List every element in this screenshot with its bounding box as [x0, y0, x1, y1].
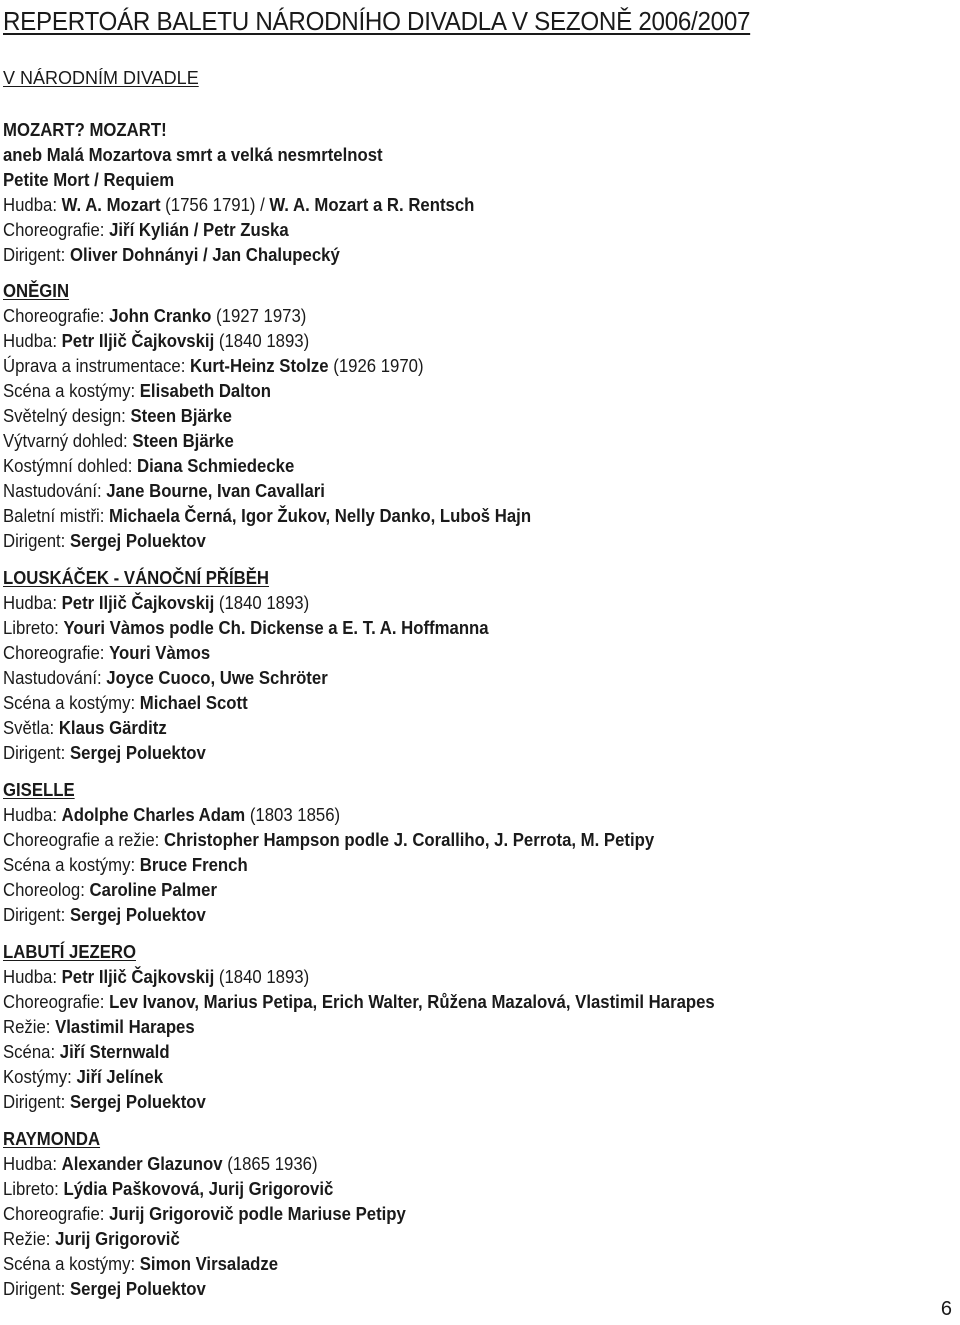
credit-value: Petr Iljič Čajkovskij [61, 967, 215, 987]
credit-value: Bruce French [139, 855, 248, 875]
credit-label: Choreolog: [3, 880, 90, 900]
credit-label: Dirigent: [3, 245, 70, 265]
credit-dates: (1927 1973) [211, 306, 307, 326]
credit-label: Hudba: [3, 331, 62, 351]
louskacek-credit-line [3, 666, 328, 691]
credit-label: Dirigent: [3, 905, 70, 925]
labuti-credit-line [3, 1040, 170, 1065]
credit-label: Režie: [3, 1017, 56, 1037]
credit-value: Jurij Grigorovič podle Mariuse Petipy [109, 1204, 406, 1224]
credit-label: Dirigent: [3, 1279, 70, 1299]
raymonda-credit-line [3, 1277, 206, 1302]
mozart-choreography [3, 218, 289, 243]
credit-value: Jiří Sternwald [59, 1042, 170, 1062]
credit-value: Klaus Gärditz [58, 718, 167, 738]
labuti-credit-line [3, 1090, 206, 1115]
onegin-credit-line [3, 404, 232, 429]
credit-value: Simon Virsaladze [139, 1254, 279, 1274]
louskacek-credit-line [3, 716, 167, 741]
mozart-title: MOZART? MOZART! [3, 120, 167, 140]
credit-label: Světelný design: [3, 406, 131, 426]
raymonda-credit-line [3, 1202, 406, 1227]
raymonda-credit-line [3, 1152, 318, 1177]
credit-label: Scéna a kostýmy: [3, 855, 140, 875]
credit-value: W. A. Mozart a R. Rentsch [269, 195, 475, 215]
onegin-credit-line [3, 504, 531, 529]
credit-label: Dirigent: [3, 1092, 70, 1112]
credit-value: Jiří Jelínek [76, 1067, 164, 1087]
page-title: REPERTOÁR BALETU NÁRODNÍHO DIVADLA V SEZONĚ 2006/2007 [3, 6, 751, 36]
credit-value: John Cranko [109, 306, 212, 326]
louskacek-credit-line [3, 691, 248, 716]
credit-value: Petr Iljič Čajkovskij [61, 331, 215, 351]
credit-value: Jurij Grigorovič [55, 1229, 180, 1249]
credit-label: Světla: [3, 718, 59, 738]
credit-value: Sergej Poluektov [69, 905, 206, 925]
credit-value: Christopher Hampson podle J. Coralliho, J. Perrota, M. Petipy [163, 830, 655, 850]
credit-label: Režie: [3, 1229, 56, 1249]
credit-value: Steen Bjärke [130, 406, 232, 426]
credit-value: Michaela Černá, Igor Žukov, Nelly Danko, Luboš Hajn [109, 506, 532, 526]
credit-value: Elisabeth Dalton [139, 381, 271, 401]
labuti-credit-line [3, 965, 309, 990]
credit-label: Hudba: [3, 1154, 62, 1174]
louskacek-title: LOUSKÁČEK - VÁNOČNÍ PŘÍBĚH [3, 568, 269, 588]
giselle-credit-line [3, 878, 217, 903]
credit-label: Choreografie: [3, 992, 110, 1012]
credit-value: Oliver Dohnányi / Jan Chalupecký [69, 245, 340, 265]
onegin-credit-line [3, 354, 424, 379]
credit-value: Lýdia Paškovová, Jurij Grigorovič [63, 1179, 334, 1199]
credit-label: Choreografie: [3, 306, 110, 326]
credit-value: Michael Scott [139, 693, 248, 713]
credit-label: Dirigent: [3, 531, 70, 551]
credit-value: Adolphe Charles Adam [61, 805, 246, 825]
louskacek-credit-line [3, 591, 309, 616]
mozart-conductor [3, 243, 340, 268]
onegin-credit-line [3, 329, 309, 354]
labuti-credit-line [3, 990, 715, 1015]
credit-label: Hudba: [3, 195, 62, 215]
credit-label: Choreografie: [3, 643, 110, 663]
credit-value: Youri Vàmos [109, 643, 211, 663]
venue-heading: V NÁRODNÍM DIVADLE [3, 68, 199, 88]
credit-label: Hudba: [3, 593, 62, 613]
credit-label: Scéna a kostýmy: [3, 693, 140, 713]
credit-label: Libreto: [3, 1179, 64, 1199]
credit-value: Diana Schmiedecke [137, 456, 295, 476]
onegin-credit-line [3, 529, 206, 554]
onegin-credit-line [3, 429, 234, 454]
page-number: 6 [940, 1298, 952, 1320]
credit-label: Dirigent: [3, 743, 70, 763]
mozart-music [3, 193, 474, 218]
louskacek-credit-line [3, 741, 206, 766]
credit-label: Scéna: [3, 1042, 60, 1062]
credit-value: Sergej Poluektov [69, 743, 206, 763]
onegin-credit-line [3, 304, 306, 329]
credit-dates: (1926 1970) [328, 356, 424, 376]
louskacek-credit-line [3, 616, 489, 641]
credit-label: Úprava a instrumentace: [3, 356, 191, 376]
onegin-title: ONĚGIN [3, 281, 70, 301]
credit-label: Libreto: [3, 618, 64, 638]
credit-value: Youri Vàmos podle Ch. Dickense a E. T. A. Hoffmanna [63, 618, 489, 638]
raymonda-title: RAYMONDA [3, 1129, 101, 1149]
mozart-subtitle: aneb Malá Mozartova smrt a velká nesmrtelnost [3, 145, 383, 165]
credit-value: Steen Bjärke [132, 431, 234, 451]
credit-dates: (1840 1893) [214, 593, 310, 613]
onegin-credit-line [3, 379, 271, 404]
credit-value: Caroline Palmer [89, 880, 218, 900]
raymonda-credit-line [3, 1177, 333, 1202]
credit-dates: (1756 1791) / [160, 195, 270, 215]
giselle-credit-line [3, 903, 206, 928]
credit-label: Scéna a kostýmy: [3, 1254, 140, 1274]
credit-label: Kostýmy: [3, 1067, 77, 1087]
credit-value: Sergej Poluektov [69, 1092, 206, 1112]
credit-value: Sergej Poluektov [69, 531, 206, 551]
credit-label: Scéna a kostýmy: [3, 381, 140, 401]
credit-label: Baletní mistři: [3, 506, 110, 526]
credit-label: Kostýmní dohled: [3, 456, 138, 476]
credit-value: Kurt-Heinz Stolze [190, 356, 329, 376]
raymonda-credit-line [3, 1252, 278, 1277]
credit-value: Sergej Poluektov [69, 1279, 206, 1299]
credit-label: Hudba: [3, 967, 62, 987]
labuti-title: LABUTÍ JEZERO [3, 942, 137, 962]
onegin-credit-line [3, 479, 325, 504]
credit-label: Nastudování: [3, 668, 107, 688]
credit-dates: (1840 1893) [214, 331, 310, 351]
labuti-credit-line [3, 1065, 163, 1090]
mozart-parts: Petite Mort / Requiem [3, 170, 175, 190]
giselle-title: GISELLE [3, 780, 75, 800]
credit-value: Jiří Kylián / Petr Zuska [109, 220, 289, 240]
credit-value: Vlastimil Harapes [55, 1017, 195, 1037]
raymonda-credit-line [3, 1227, 180, 1252]
giselle-credit-line [3, 853, 248, 878]
giselle-credit-line [3, 803, 340, 828]
onegin-credit-line [3, 454, 294, 479]
credit-dates: (1803 1856) [245, 805, 341, 825]
credit-label: Hudba: [3, 805, 62, 825]
credit-value: Alexander Glazunov [61, 1154, 223, 1174]
credit-value: Joyce Cuoco, Uwe Schröter [106, 668, 328, 688]
credit-dates: (1865 1936) [222, 1154, 318, 1174]
credit-value: Jane Bourne, Ivan Cavallari [106, 481, 325, 501]
credit-dates: (1840 1893) [214, 967, 310, 987]
credit-label: Nastudování: [3, 481, 107, 501]
credit-label: Výtvarný dohled: [3, 431, 133, 451]
credit-value: Petr Iljič Čajkovskij [61, 593, 215, 613]
credit-label: Choreografie: [3, 1204, 110, 1224]
credit-label: Choreografie: [3, 220, 110, 240]
giselle-credit-line [3, 828, 654, 853]
labuti-credit-line [3, 1015, 195, 1040]
credit-label: Choreografie a režie: [3, 830, 164, 850]
credit-value: Lev Ivanov, Marius Petipa, Erich Walter, Růžena Mazalová, Vlastimil Harapes [109, 992, 715, 1012]
louskacek-credit-line [3, 641, 210, 666]
credit-value: W. A. Mozart [61, 195, 161, 215]
